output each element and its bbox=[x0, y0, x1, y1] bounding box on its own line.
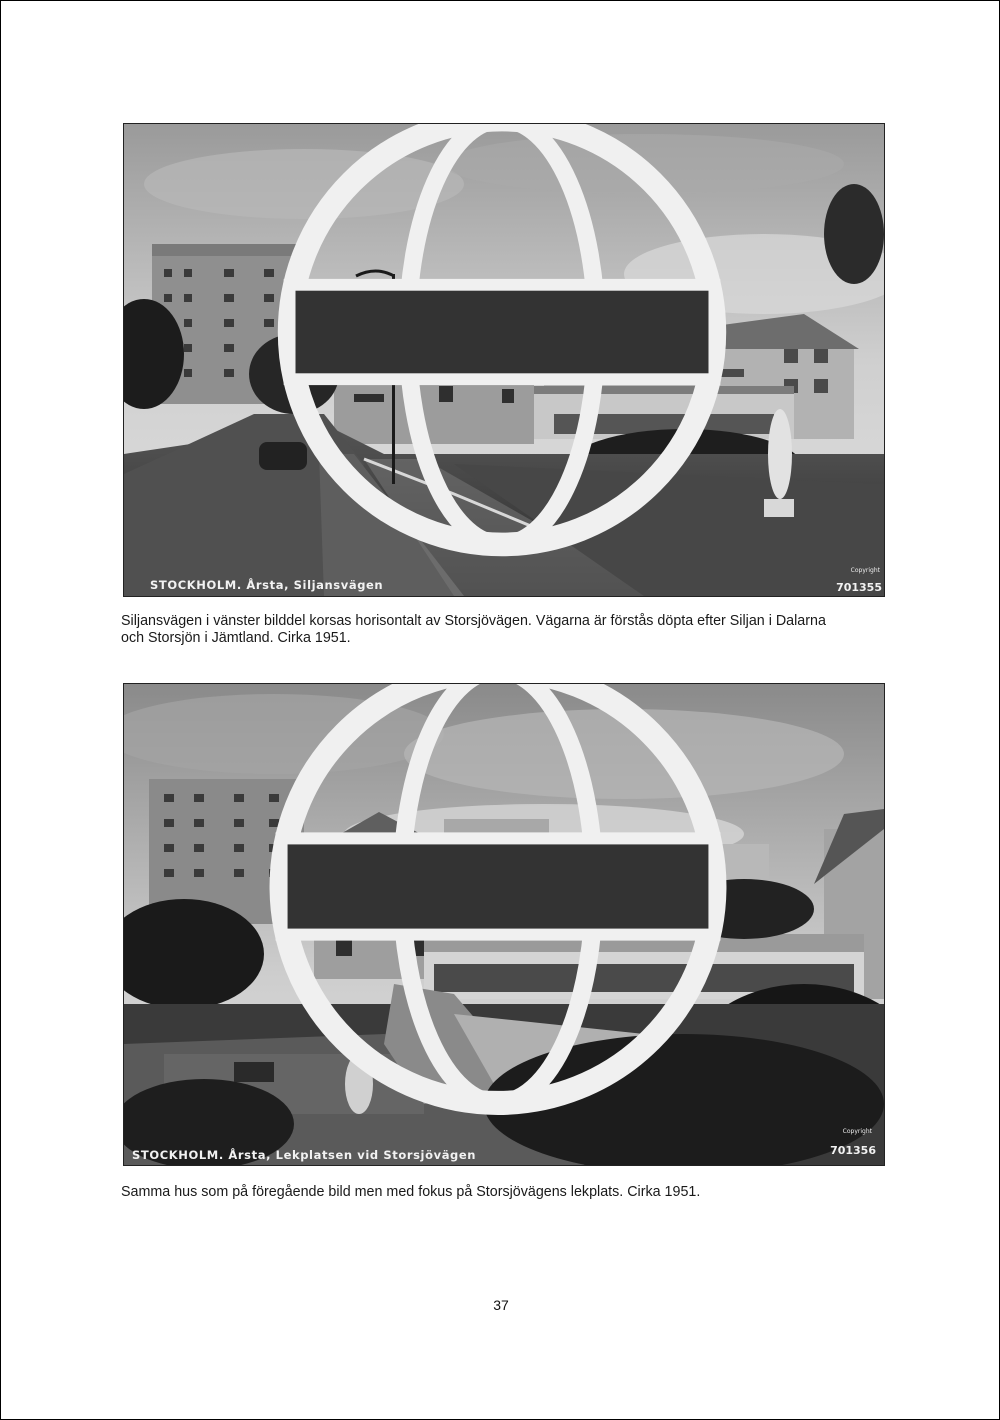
photo-siljansvagen bbox=[123, 123, 885, 597]
photo-catalog-number: 701356 bbox=[830, 1144, 876, 1157]
photo-caption-2 bbox=[121, 1184, 881, 1201]
photo-copyright-text: Copyright bbox=[850, 567, 880, 574]
pressbyran-globe-icon bbox=[123, 683, 878, 1127]
photo-caption-label: STOCKHOLM. Årsta, Lekplatsen vid Storsjövägen bbox=[132, 1148, 477, 1162]
photo-lekplatsen bbox=[123, 683, 885, 1166]
pressbyran-globe-icon bbox=[123, 123, 882, 568]
photo-caption-label: STOCKHOLM. Årsta, Siljansvägen bbox=[150, 578, 384, 592]
caption-line: Samma hus som på föregående bild men med fokus på Storsjövägens lekplats. Cirka 1951. bbox=[121, 1184, 701, 1200]
caption-line: Siljansvägen i vänster bilddel korsas horisontalt av Storsjövägen. Vägarna är förstås döpta efter Siljan i Dalarna bbox=[121, 613, 826, 629]
photo-caption-1 bbox=[121, 613, 881, 647]
photo-copyright-text: Copyright bbox=[842, 1128, 872, 1135]
photo-catalog-number: 701355 bbox=[836, 581, 882, 594]
caption-line: och Storsjön i Jämtland. Cirka 1951. bbox=[121, 630, 351, 646]
page-number: 37 bbox=[493, 1297, 509, 1313]
